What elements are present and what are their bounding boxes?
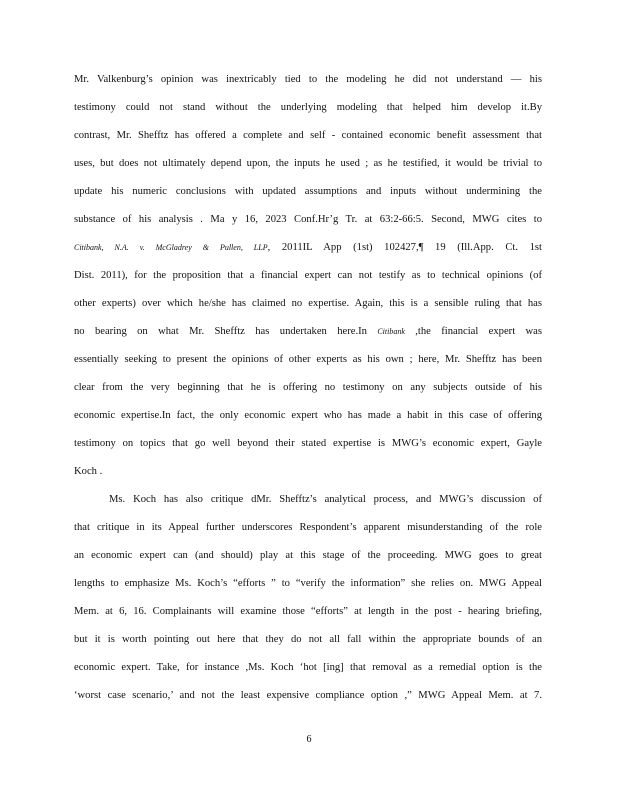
paragraph-line: essentially seeking to present the opinions of other experts as his own ; here, Mr. Shefftz has been [74, 354, 542, 365]
paragraph-line [74, 324, 542, 340]
citation-details: , 2011IL App (1st) 102427,¶ 19 (Ill.App. Ct. 1st [267, 242, 542, 253]
page-number: 6 [306, 734, 312, 745]
paragraph-line: substance of his analysis . Ma y 16, 2023 Conf.Hr’g Tr. at 63:2-66:5. Second, MWG cites to [74, 214, 542, 225]
paragraph-line: testimony on topics that go well beyond their stated expertise is MWG’s economic expert, Gayle [74, 438, 542, 449]
paragraph-line: Mr. Valkenburg’s opinion was inextricably tied to the modeling he did not understand — his [74, 74, 542, 85]
paragraph-line: contrast, Mr. Shefftz has offered a complete and self - contained economic benefit assessment that [74, 130, 542, 141]
line-text: no bearing on what Mr. Shefftz has undertaken here.In [74, 326, 378, 337]
paragraph-line: but it is worth pointing out here that they do not all fall within the appropriate bounds of an [74, 634, 542, 645]
paragraph-line: update his numeric conclusions with updated assumptions and inputs without undermining the [74, 186, 542, 197]
paragraph-line: that critique in its Appeal further underscores Respondent’s apparent misunderstanding of the role [74, 522, 542, 533]
case-citation: Citibank [377, 327, 405, 336]
paragraph-line: ‘worst case scenario,’ and not the least expensive compliance option ,” MWG Appeal Mem. at 7. [74, 690, 542, 701]
paragraph-line: economic expertise.In fact, the only economic expert who has made a habit in this case of offering [74, 410, 542, 421]
case-citation: Citibank, N.A. v. McGladrey & Pullen, LLP [74, 243, 268, 252]
paragraph-line: Koch . [74, 466, 103, 477]
paragraph-line: Mem. at 6, 16. Complainants will examine those “efforts” at length in the post - hearing briefing, [74, 606, 542, 617]
paragraph-line: lengths to emphasize Ms. Koch’s “efforts ” to “verify the information” she relies on. MWG Appeal [74, 578, 542, 589]
paragraph-line: clear from the very beginning that he is offering no testimony on any subjects outside of his [74, 382, 542, 393]
paragraph-line: uses, but does not ultimately depend upon, the inputs he used ; as he testified, it would be trivial to [74, 158, 542, 169]
paragraph-line: Ms. Koch has also critique dMr. Shefftz’s analytical process, and MWG’s discussion of [109, 494, 542, 505]
paragraph-line: other experts) over which he/she has claimed no expertise. Again, this is a sensible ruling that has [74, 298, 542, 309]
paragraph-line: testimony could not stand without the underlying modeling that helped him develop it.By [74, 102, 542, 113]
paragraph-line: Dist. 2011), for the proposition that a financial expert can not testify as to technical opinions (of [74, 270, 542, 281]
paragraph-line: an economic expert can (and should) play at this stage of the proceeding. MWG goes to great [74, 550, 542, 561]
paragraph-line [74, 240, 542, 256]
line-text: ,the financial expert was [404, 326, 543, 337]
paragraph-line: economic expert. Take, for instance ,Ms. Koch ‘hot [ing] that removal as a remedial option is the [74, 662, 542, 673]
